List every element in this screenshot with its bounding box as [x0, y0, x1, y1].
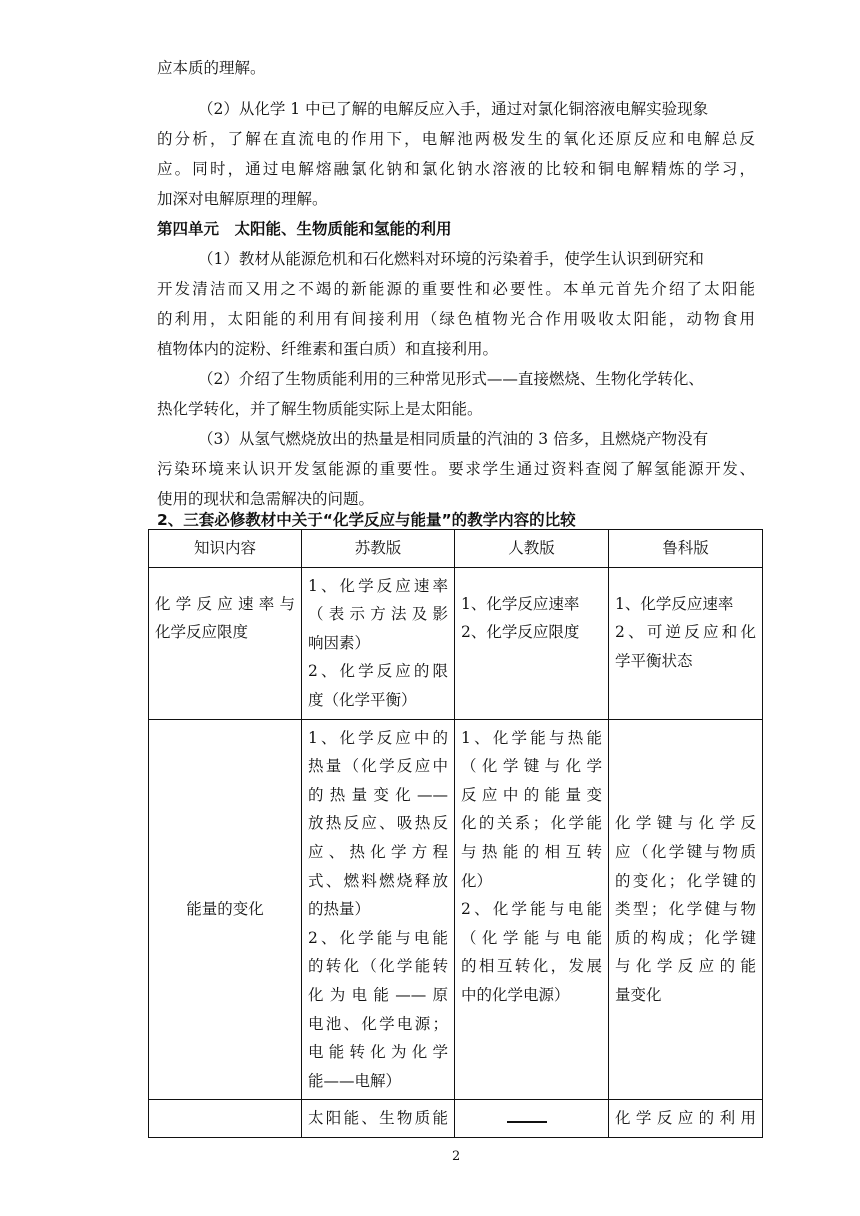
table-row [149, 567, 763, 719]
luke-cell [609, 1100, 763, 1138]
paragraph-line: 植物体内的淀粉、纤维素和蛋白质）和直接利用。 [157, 340, 499, 358]
cell-text: （表示方法及影 [308, 605, 448, 624]
cell-text: 电能转化为化学 [308, 1043, 448, 1062]
cell-text: 化学反应限度 [155, 623, 249, 642]
cell-text: 应（化学键与物质 [615, 842, 756, 861]
page-number: 2 [452, 1149, 461, 1164]
cell-text: 2、化学能与电能 [461, 900, 602, 919]
renjiao-cell [455, 719, 609, 1100]
cell-text: 1、化学反应速率 [615, 594, 734, 613]
sujiao-cell [302, 567, 455, 719]
comparison-table [148, 529, 763, 1138]
cell-text: 1、化学反应速率 [308, 576, 448, 595]
section-heading: 2、三套必修教材中关于“化学反应与能量”的教学内容的比较 [157, 511, 576, 529]
cell-text: 学平衡状态 [615, 651, 693, 670]
header-knowledge: 知识内容 [149, 530, 302, 568]
cell-text: 化学键与化学反 [615, 814, 756, 833]
cell-text: （化学能与电能 [461, 928, 602, 947]
paragraph-line: （1）教材从能源危机和石化燃料对环境的污染着手，使学生认识到研究和 [198, 250, 704, 268]
paragraph-line: 应。同时，通过电解熔融氯化钠和氯化钠水溶液的比较和铜电解精炼的学习， [157, 160, 755, 178]
table-header-row [149, 530, 763, 568]
paragraph-line: （2）介绍了生物质能利用的三种常见形式——直接燃烧、生物化学转化、 [198, 370, 704, 388]
paragraph-line: 使用的现状和急需解决的问题。 [157, 490, 375, 508]
cell-text: 化学反应速率与 [155, 594, 295, 613]
paragraph-line: 热化学转化，并了解生物质能实际上是太阳能。 [157, 400, 483, 418]
renjiao-cell [455, 567, 609, 719]
paragraph-line: 的利用，太阳能的利用有间接利用（绿色植物光合作用吸收太阳能，动物食用 [157, 310, 755, 328]
cell-text: 放热反应、吸热反 [308, 814, 448, 833]
cell-text: 质的构成；化学键 [615, 928, 756, 947]
cell-text: 2、可逆反应和化 [615, 623, 756, 642]
cell-text: 响因素） [308, 633, 371, 652]
header-sujiao: 苏教版 [302, 530, 455, 568]
cell-text: 2、化学能与电能 [308, 928, 448, 947]
cell-text: 化学反应的利用 [615, 1109, 756, 1128]
row-topic-cell: 能量的变化 [149, 719, 302, 1100]
paragraph-line: （3）从氢气燃烧放出的热量是相同质量的汽油的 3 倍多，且燃烧产物没有 [198, 430, 709, 448]
header-renjiao: 人教版 [455, 530, 609, 568]
cell-text: 量变化 [615, 985, 662, 1004]
cell-text: 与热能的相互转 [461, 842, 602, 861]
cell-text: 化为电能——原 [308, 985, 448, 1004]
cell-text: 类型；化学健与物 [615, 900, 756, 919]
table-row [149, 1100, 763, 1138]
cell-text: 的变化；化学键的 [615, 871, 756, 890]
cell-text: 的转化（化学能转 [308, 957, 448, 976]
table-row [149, 719, 763, 1100]
cell-text: 化的关系；化学能 [461, 814, 602, 833]
header-luke: 鲁科版 [609, 530, 763, 568]
paragraph-line: 加深对电解原理的理解。 [157, 190, 328, 208]
cell-text: 1、化学反应中的 [308, 728, 448, 747]
cell-text: （化学键与化学 [461, 757, 602, 776]
cell-text: 与化学反应的能 [615, 957, 756, 976]
cell-text: 2、化学反应限度 [461, 623, 580, 642]
cell-text: 度（化学平衡） [308, 690, 417, 709]
cell-text: 1、化学能与热能 [461, 728, 602, 747]
cell-text: 太阳能、生物质能 [308, 1109, 448, 1128]
paragraph-line: 开发清洁而又用之不竭的新能源的重要性和必要性。本单元首先介绍了太阳能 [157, 280, 755, 298]
row-topic-cell [149, 1100, 302, 1138]
renjiao-cell [455, 1100, 609, 1138]
paragraph-line: 污染环境来认识开发氢能源的重要性。要求学生通过资料查阅了解氢能源开发、 [157, 460, 755, 478]
sujiao-cell [302, 719, 455, 1100]
sujiao-cell [302, 1100, 455, 1138]
cell-text: 热量（化学反应中 [308, 757, 448, 776]
cell-text: 电池、化学电源； [308, 1014, 448, 1033]
row-topic-cell [149, 567, 302, 719]
paragraph-line: 应本质的理解。 [157, 59, 266, 77]
luke-cell [609, 719, 763, 1100]
cell-text: 式、燃料燃烧释放 [308, 871, 448, 890]
luke-cell [609, 567, 763, 719]
cell-text: 反应中的能量变 [461, 785, 602, 804]
footer-rule [507, 1121, 547, 1123]
cell-text: 的热量变化—— [308, 785, 448, 804]
paragraph-line: （2）从化学 1 中已了解的电解反应入手，通过对氯化铜溶液电解实验现象 [198, 100, 709, 118]
cell-text: 1、化学反应速率 [461, 594, 580, 613]
paragraph-line: 的分析，了解在直流电的作用下，电解池两极发生的氧化还原反应和电解总反 [157, 130, 755, 148]
cell-text: 能——电解） [308, 1071, 402, 1090]
cell-text: 应、热化学方程 [308, 842, 448, 861]
cell-text: 的热量） [308, 900, 371, 919]
cell-text: 2、化学反应的限 [308, 662, 448, 681]
cell-text: 中的化学电源） [461, 985, 570, 1004]
cell-text: 的相互转化，发展 [461, 957, 602, 976]
cell-text: 化） [461, 871, 493, 890]
unit-heading: 第四单元 太阳能、生物质能和氢能的利用 [157, 220, 452, 238]
